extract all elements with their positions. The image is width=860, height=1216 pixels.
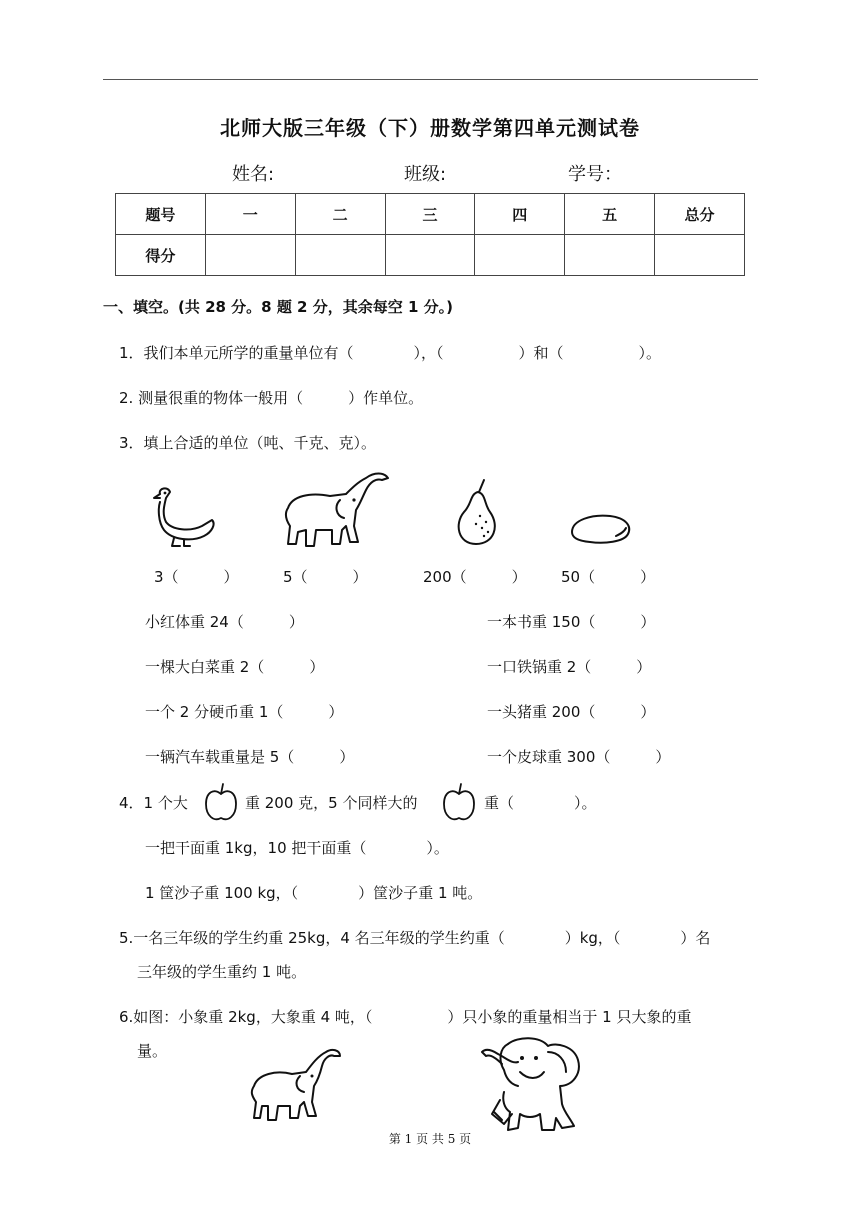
score-row-label: 得分 [116,235,206,276]
q3-pic-label: 50（ ） [561,568,656,586]
question-4-part1: 4．1 个大 [119,794,188,812]
page-footer: 第 1 页 共 5 页 [388,1132,472,1146]
student-number-label: 学号： [568,164,622,185]
score-cell-empty[interactable] [205,235,295,276]
question-4-part2: 重 200 克，5 个同样大的 [245,794,418,812]
score-cell-header: 五 [565,194,655,235]
score-cell-empty[interactable] [565,235,655,276]
q3-item: 一棵大白菜重 2（ ） [145,658,325,676]
class-label: 班级: [404,164,447,185]
score-table-score-row [116,235,745,276]
elephant-icon [280,470,394,552]
question-4-line3: 1 筐沙子重 100 kg，（ ）筐沙子重 1 吨。 [145,884,483,902]
question-6-line2: 量。 [137,1042,168,1060]
score-cell-header: 二 [295,194,385,235]
pear-icon [452,478,502,548]
score-cell-header: 总分 [655,194,745,235]
question-4-line2: 一把干面重 1kg，10 把干面重（ ）。 [145,839,449,857]
small-elephant-icon [248,1044,344,1124]
question-4-part3: 重（ ）。 [484,794,597,812]
q3-pic-label: 200（ ） [423,568,527,586]
q3-item: 一头猪重 200（ ） [487,703,656,721]
score-cell-empty[interactable] [655,235,745,276]
question-5-line2: 三年级的学生重约 1 吨。 [137,963,307,981]
q3-item: 一个 2 分硬币重 1（ ） [145,703,344,721]
score-cell-empty[interactable] [385,235,475,276]
question-5-line1: 5.一名三年级的学生约重 25kg，4 名三年级的学生约重（ ）kg，（ ）名 [119,929,711,947]
egg-icon [568,512,634,546]
top-rule [103,79,758,80]
score-table-header-row [116,194,745,235]
apple-icon [204,782,238,824]
q3-item: 一个皮球重 300（ ） [487,748,671,766]
question-1: 1．我们本单元所学的重量单位有（ ），（ ）和（ ）。 [119,344,662,362]
q3-item: 一本书重 150（ ） [487,613,656,631]
q3-item: 小红体重 24（ ） [145,613,304,631]
score-cell-header: 题号 [116,194,206,235]
score-cell-empty[interactable] [475,235,565,276]
q3-pic-label: 3（ ） [154,568,239,586]
q3-pic-label: 5（ ） [283,568,368,586]
score-cell-header: 四 [475,194,565,235]
question-2: 2. 测量很重的物体一般用（ ）作单位。 [119,389,424,407]
q3-item: 一口铁锅重 2（ ） [487,658,652,676]
section-heading: 一、填空。(共 28 分。8 题 2 分，其余每空 1 分。) [103,298,453,316]
score-cell-header: 一 [205,194,295,235]
score-cell-header: 三 [385,194,475,235]
name-label: 姓名: [232,164,275,185]
question-6-line1: 6.如图：小象重 2kg，大象重 4 吨，（ ）只小象的重量相当于 1 只大象的重 [119,1008,692,1026]
score-cell-empty[interactable] [295,235,385,276]
score-table [115,193,745,276]
page-title: 北师大版三年级（下）册数学第四单元测试卷 [220,116,640,140]
duck-icon [150,484,222,550]
q3-item: 一辆汽车载重量是 5（ ） [145,748,355,766]
question-3: 3．填上合适的单位（吨、千克、克）。 [119,434,377,452]
big-elephant-icon [478,1034,588,1140]
apple-icon [442,782,476,824]
